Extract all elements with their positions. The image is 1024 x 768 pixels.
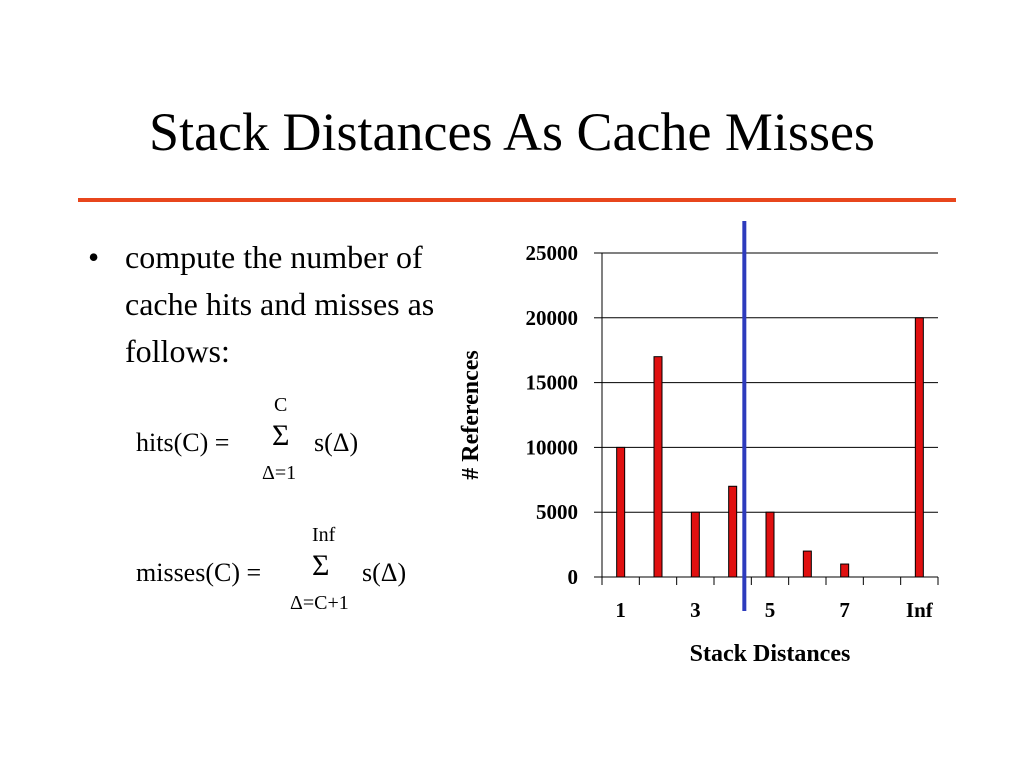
misses-upper-limit: Inf [312, 524, 336, 546]
y-tick-label: 5000 [536, 500, 578, 525]
y-axis-title: # References [458, 350, 484, 480]
bar-7 [841, 564, 849, 577]
bullet-text: compute the number of cache hits and misses as follows: [125, 239, 435, 369]
hits-lhs: hits(C) = [136, 428, 230, 457]
y-tick-label: 0 [567, 565, 578, 589]
hits-lower-limit: Δ=1 [262, 462, 297, 484]
bar-3 [691, 512, 699, 577]
misses-lhs: misses(C) = [136, 558, 262, 587]
misses-term: s(Δ) [362, 558, 407, 587]
hits-upper-limit: C [274, 394, 288, 416]
slide-title: Stack Distances As Cache Misses [149, 102, 875, 162]
hits-sigma: Σ [272, 419, 290, 452]
misses-sigma: Σ [312, 549, 330, 582]
x-tick-label: Inf [905, 598, 933, 622]
bar-2 [654, 357, 662, 577]
x-axis-title: Stack Distances [689, 641, 851, 667]
bar-1 [617, 447, 625, 577]
bar-Inf [915, 318, 923, 577]
x-tick-label: 7 [839, 598, 850, 622]
y-tick-label: 15000 [525, 370, 578, 395]
x-tick-label: 5 [764, 598, 776, 622]
y-tick-label: 10000 [525, 435, 578, 460]
bar-6 [803, 551, 811, 577]
hits-term: s(Δ) [314, 428, 359, 457]
x-tick-label: 1 [615, 598, 626, 622]
y-tick-label: 25000 [525, 241, 578, 265]
x-tick-label: 3 [690, 598, 701, 622]
bar-4 [729, 486, 737, 577]
misses-lower-limit: Δ=C+1 [290, 592, 349, 614]
bar-5 [766, 512, 774, 577]
y-tick-label: 20000 [525, 305, 578, 330]
bullet-icon: • [88, 239, 100, 275]
